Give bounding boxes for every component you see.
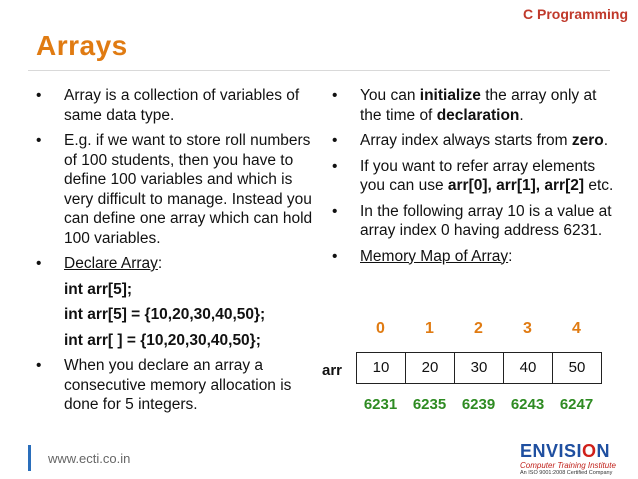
array-index: 2: [474, 320, 483, 337]
bullet-dot-icon: •: [332, 247, 338, 265]
bullet-text: .: [603, 132, 609, 149]
bullet-dot-icon: •: [36, 255, 42, 272]
array-cell: 50: [568, 359, 586, 376]
bullet-item: [36, 86, 322, 125]
envision-logo: [520, 441, 630, 477]
bullet-text: Array is a collection of variables of same data type.: [64, 87, 300, 124]
logo-brand-text: ENVISI: [520, 441, 583, 461]
bullet-item: [36, 254, 322, 274]
array-cells: [356, 352, 602, 384]
array-cell: 30: [455, 353, 504, 383]
bullet-dot-icon: •: [332, 202, 338, 220]
code-line: int arr[ ] = {10,20,30,40,50};: [64, 331, 261, 349]
array-name-label: arr: [322, 362, 343, 379]
bullet-item: [332, 157, 622, 196]
bullet-text: .: [519, 106, 524, 124]
bullet-item: [332, 202, 622, 241]
array-index: 3: [523, 320, 532, 337]
bullet-text: E.g. if we want to store roll numbers of 100 students, then you have to define 100 variables and which is very difficult to manage. Instead you can define one array which can hold 100 variables.: [64, 132, 313, 247]
memory-address: 6243: [510, 396, 545, 413]
logo-tagline: Computer Training Institute: [520, 461, 616, 470]
memory-address: 6239: [461, 396, 496, 413]
bold-term: arr[0], arr[1], arr[2]: [447, 177, 585, 194]
bullet-text: Array index always starts from: [360, 132, 572, 149]
address-row: [356, 396, 601, 413]
bullet-dot-icon: •: [332, 132, 338, 149]
bullet-text: etc.: [584, 177, 614, 194]
code-line: int arr[5];: [64, 280, 133, 298]
memory-address: 6235: [412, 396, 447, 413]
array-cell: 10: [357, 353, 406, 383]
bullet-dot-icon: •: [36, 357, 42, 374]
logo-iso-note: An ISO 9001:2008 Certified Company: [520, 470, 613, 476]
bold-term: zero: [571, 132, 604, 149]
title-divider: [28, 70, 610, 71]
declare-array-heading: Declare Array: [64, 255, 158, 272]
bold-term: declaration: [436, 106, 520, 124]
bullet-suffix: :: [508, 247, 513, 265]
bullet-item: [332, 247, 622, 267]
bullet-item: [36, 131, 322, 248]
logo-brand-text: N: [596, 441, 611, 461]
bullet-text: You can: [360, 87, 420, 104]
bullet-item: [332, 131, 622, 151]
bullet-text: If you want to refer array elements you can use: [360, 157, 596, 194]
bullet-suffix: :: [157, 255, 163, 272]
array-index: 0: [376, 320, 385, 337]
bullet-item: [332, 86, 622, 125]
memory-map-heading: Memory Map of Array: [360, 247, 509, 265]
course-title: C Programming: [522, 6, 628, 22]
code-line: int arr[5] = {10,20,30,40,50};: [64, 306, 266, 323]
left-column: [36, 86, 322, 421]
bullet-text: In the following array 10 is a value at array index 0 having address 6231.: [360, 202, 612, 239]
logo-brand: [520, 441, 630, 461]
bullet-dot-icon: •: [332, 87, 338, 104]
array-index: 4: [572, 320, 581, 337]
array-cell: 40: [504, 353, 553, 383]
right-column: [332, 86, 622, 272]
array-index: 1: [425, 320, 434, 337]
bullet-dot-icon: •: [332, 157, 338, 175]
memory-address: 6247: [559, 396, 594, 413]
bullet-text: When you declare an array a consecutive memory allocation is done for 5 integers.: [64, 357, 292, 413]
footer-url: www.ecti.co.in: [48, 451, 131, 466]
logo-brand-o: O: [582, 441, 597, 461]
index-row: [356, 320, 601, 338]
array-cell: 20: [406, 353, 455, 383]
memory-address: 6231: [363, 396, 398, 413]
bold-term: initialize: [419, 87, 481, 104]
bullet-dot-icon: •: [36, 87, 42, 104]
bullet-item: [36, 356, 322, 415]
bullet-text: the array only at the time of: [360, 87, 597, 124]
slide-title: Arrays: [36, 30, 128, 61]
footer-accent-bar: [28, 445, 31, 471]
bullet-dot-icon: •: [36, 132, 42, 149]
